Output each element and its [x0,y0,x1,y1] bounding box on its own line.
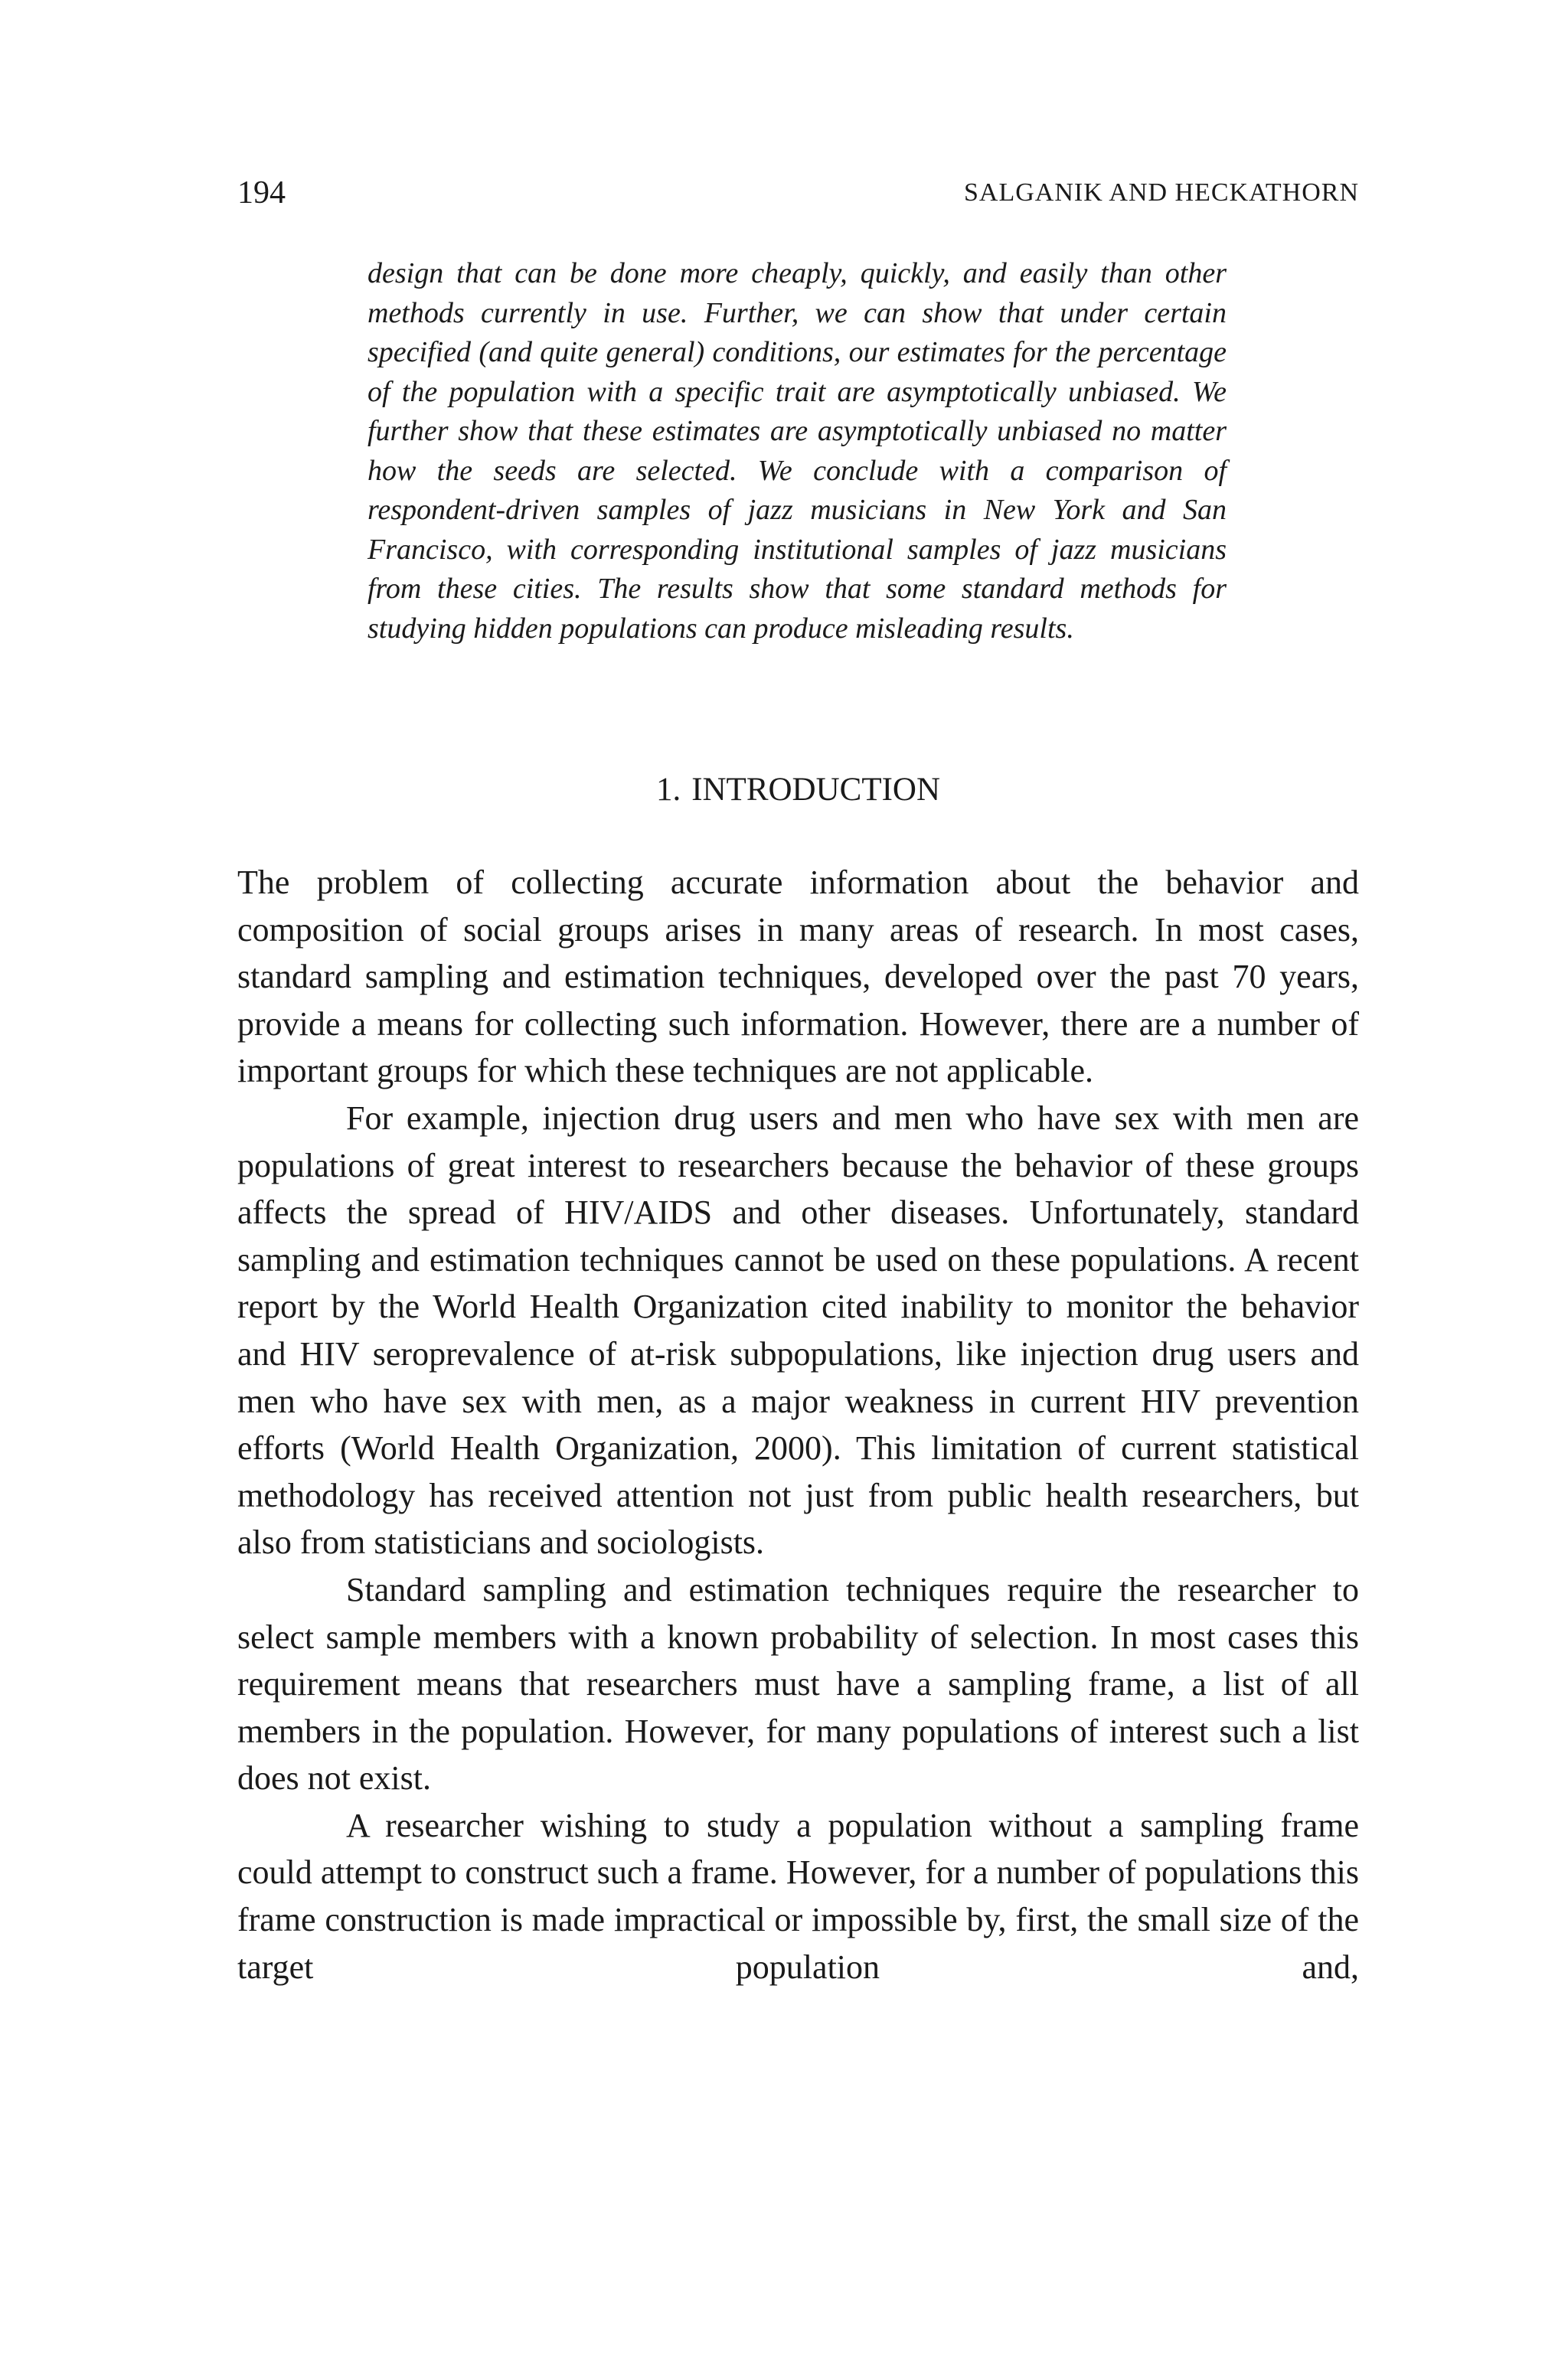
paragraph-2: For example, injection drug users and men who have sex with men are populations of great interest to researchers because the behavior of these groups affects the spread of HIV/AIDS and other diseases. Unfortunately, standard sampling and estimation techniques cannot be used on these populations. A recent report by the World Health Organization cited inability to monitor the behavior and HIV seroprevalence of at-risk subpopulations, like injection drug users and men who have sex with men, as a major weakness in current HIV prevention efforts (World Health Organization, 2000). This limitation of current statistical methodology has received attention not just from public health researchers, but also from statisticians and sociologists. [237,1099,1359,1562]
body-text [237,859,1359,1990]
section-number: 1. [655,772,681,808]
abstract [368,254,1227,648]
running-title: SALGANIK AND HECKATHORN [964,178,1359,207]
abstract-text: design that can be done more cheaply, quickly, and easily than other methods currently in use. Further, we can show that under certain specified (and quite general) conditions, our estimates for the percentage of the population with a specific trait are asymptotically unbiased. We further show that these estimates are asymptotically unbiased no matter how the seeds are selected. We conclude with a comparison of respondent-driven samples of jazz musicians in New York and San Francisco, with corresponding institutional samples of jazz musicians from these cities. The results show that some standard methods for studying hidden populations can produce misleading results. [368,257,1227,645]
page-number: 194 [237,175,286,211]
section-title: INTRODUCTION [691,772,941,808]
paragraph-4: A researcher wishing to study a population without a sampling frame could attempt to construct such a frame. However, for a number of populations this frame construction is made impractical or impossible by, first, the small size of the target population and, [237,1806,1359,1986]
section-heading [237,763,1359,818]
running-head [237,170,1359,216]
paragraph-1: The problem of collecting accurate information about the behavior and composition of social groups arises in many areas of research. In most cases, standard sampling and estimation techniques, developed over the past 70 years, provide a means for collecting such information. However, there are a number of important groups for which these techniques are not applicable. [237,864,1359,1090]
paragraph-3: Standard sampling and estimation techniques require the researcher to select sample members with a known probability of selection. In most cases this requirement means that researchers must have a sampling frame, a list of all members in the population. However, for many populations of interest such a list does not exist. [237,1570,1359,1798]
